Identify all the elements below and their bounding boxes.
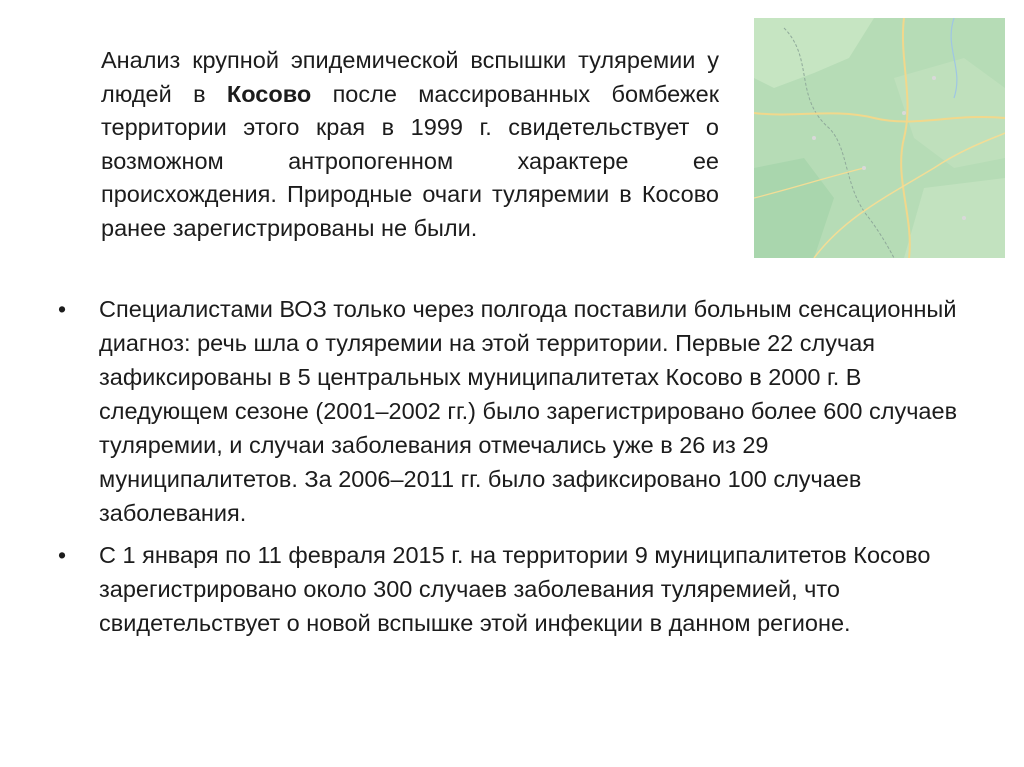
bullet-item	[0, 292, 959, 530]
bullet-text: Специалистами ВОЗ только через полгода поставили больным сенсационный диагноз: речь шла о туляремии на этой территории. Первые 22 случая зафиксированы в 5 центральных муниципалитетах Косово в 2000 г. В следующем сезоне (2001–2002 гг.) было зарегистрировано более 600 случаев туляремии, и случаи заболевания отмечались уже в 26 из 29 муниципалитетов. За 2006–2011 гг. было зафиксировано 100 случаев заболевания.	[99, 296, 958, 526]
bullet-list	[0, 292, 1024, 648]
bullet-marker: •	[58, 296, 67, 322]
bullet-marker: •	[58, 542, 67, 568]
intro-paragraph	[101, 44, 719, 246]
kosovo-map-image	[754, 18, 1005, 258]
intro-bold-kosovo: Косово	[226, 80, 312, 107]
bullet-item	[0, 538, 959, 640]
map-image-icon	[754, 18, 1005, 258]
intro-text-part1: Анализ крупной эпидемической вспышки туляремии у людей в	[101, 47, 719, 107]
intro-text-part2: после массированных бомбежек территории этого края в 1999 г. свидетельствует о возможном антропогенном характере ее происхождения. Природные очаги туляремии в Косово ранее зарегистрированы не были.	[101, 80, 719, 241]
bullet-text: С 1 января по 11 февраля 2015 г. на территории 9 муниципалитетов Косово зарегистрировано около 300 случаев заболевания туляремией, что свидетельствует о новой вспышке этой инфекции в данном регионе.	[99, 542, 931, 636]
